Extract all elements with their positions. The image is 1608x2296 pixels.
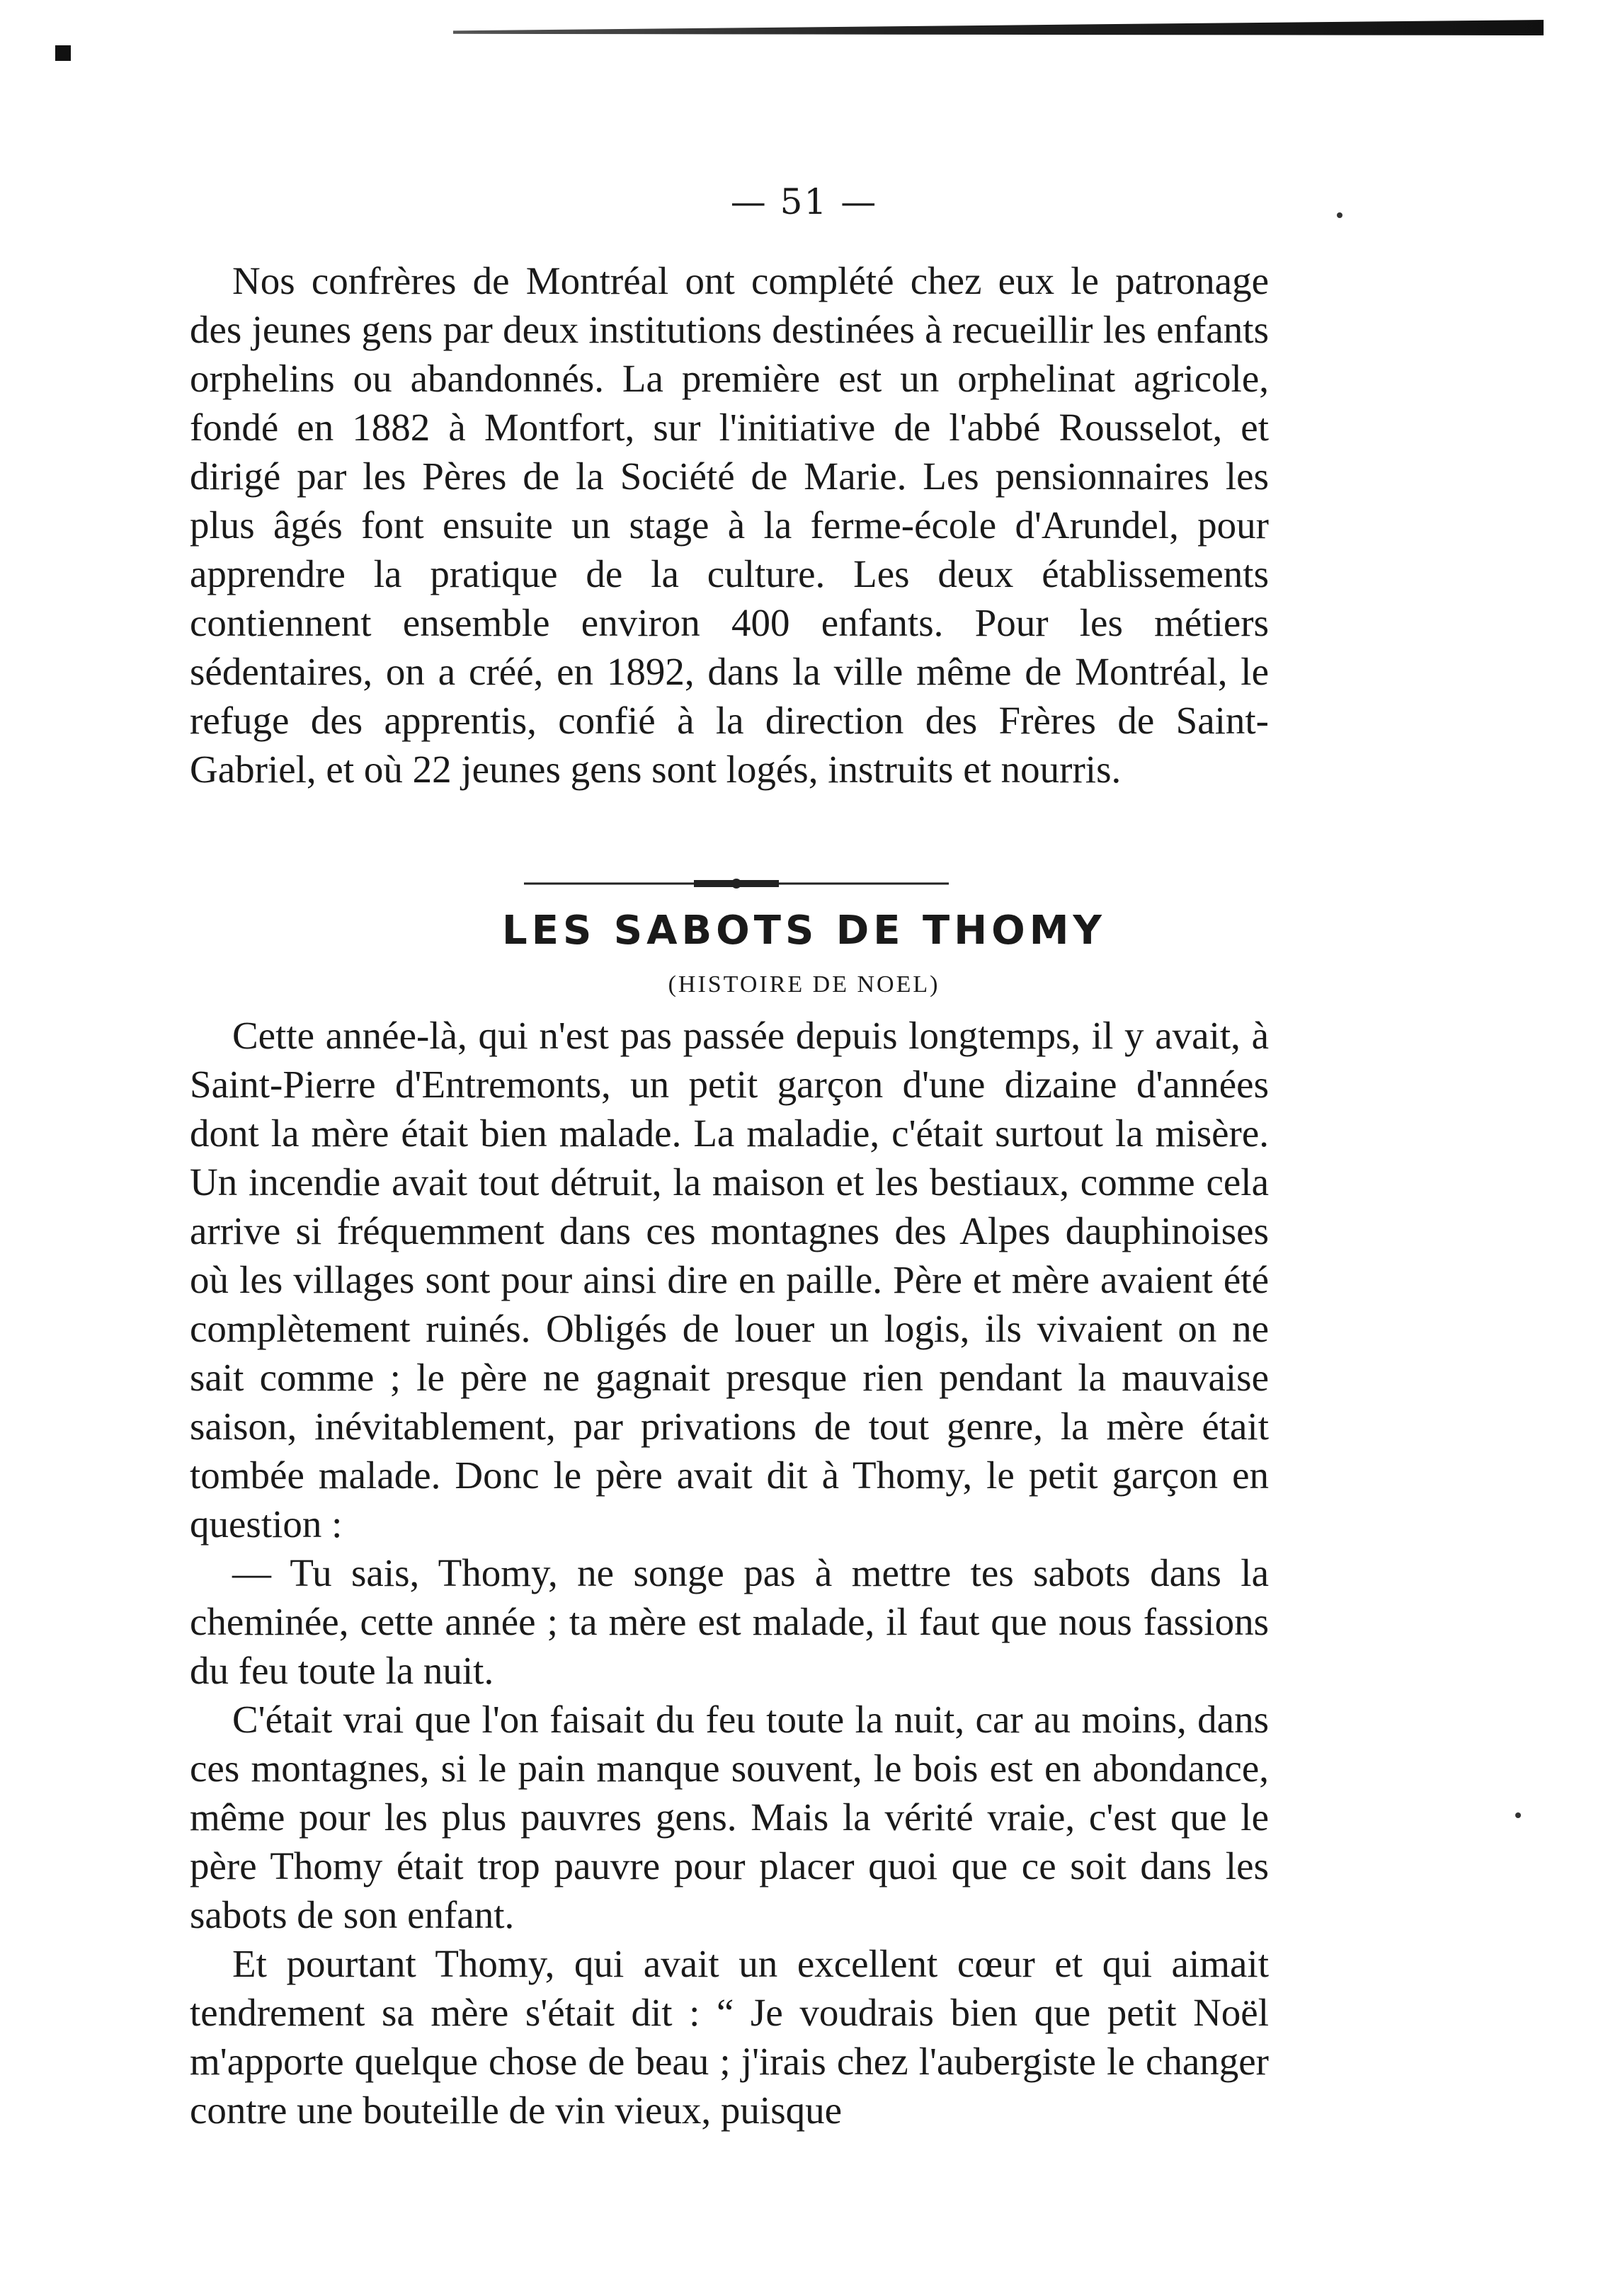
story-body	[190, 1011, 1269, 2135]
story-paragraph-3: C'était vrai que l'on faisait du feu toute la nuit, car au moins, dans ces montagnes, si le pain manque souvent, le bois est en abondance, même pour les plus pauvres gens. Mais la vérité vraie, c'est que le père Thomy était trop pauvre pour placer quoi que ce soit dans les sabots de son enfant.	[190, 1698, 1269, 1936]
top-border-rule	[453, 20, 1544, 35]
margin-speck	[1515, 1812, 1521, 1818]
story-title: LES SABOTS DE THOMY	[502, 908, 1106, 954]
intro-section	[190, 256, 1269, 794]
story-paragraph-1: Cette année-là, qui n'est pas passée depuis longtemps, il y avait, à Saint-Pierre d'Entremonts, un petit garçon d'une dizaine d'années dont la mère était bien malade. La maladie, c'était surtout la misère. Un incendie avait tout détruit, la maison et les bestiaux, comme cela arrive si fréquemment dans ces montagnes des Alpes dauphinoises où les villages sont pour ainsi dire en paille. Père et mère avaient été complètement ruinés. Obligés de louer un logis, ils vivaient on ne sait comme ; le père ne gagnait presque rien pendant la mauvaise saison, inévitablement, par privations de tout genre, la mère était tombée malade. Donc le père avait dit à Thomy, le petit garçon en question :	[190, 1014, 1269, 1546]
section-divider-ornament	[524, 876, 949, 891]
story-subtitle: (HISTOIRE DE NOEL)	[668, 971, 940, 998]
intro-paragraph: Nos confrères de Montréal ont complété chez eux le patronage des jeunes gens par deux institutions destinées à recueillir les enfants orphelins ou abandonnés. La première est un orphelinat agricole, fondé en 1882 à Montfort, sur l'initiative de l'abbé Rousselot, et dirigé par les Pères de la Société de Marie. Les pensionnaires les plus âgés font ensuite un stage à la ferme-école d'Arundel, pour apprendre la pratique de la culture. Les deux établissements contiennent ensemble environ 400 enfants. Pour les métiers sédentaires, on a créé, en 1892, dans la ville même de Montréal, le refuge des apprentis, confié à la direction des Frères de Saint-Gabriel, et où 22 jeunes gens sont logés, instruits et nourris.	[190, 259, 1269, 791]
corner-mark	[55, 45, 71, 61]
page-number: — 51 —	[730, 181, 878, 222]
story-paragraph-4: Et pourtant Thomy, qui avait un excellent cœur et qui aimait tendrement sa mère s'était dit : “ Je voudrais bien que petit Noël m'apporte quelque chose de beau ; j'irais chez l'aubergiste le changer contre une bouteille de vin vieux, puisque	[190, 1942, 1269, 2132]
story-paragraph-2: — Tu sais, Thomy, ne songe pas à mettre tes sabots dans la cheminée, cette année ; ta mère est malade, il faut que nous fassions du feu toute la nuit.	[190, 1551, 1269, 1692]
